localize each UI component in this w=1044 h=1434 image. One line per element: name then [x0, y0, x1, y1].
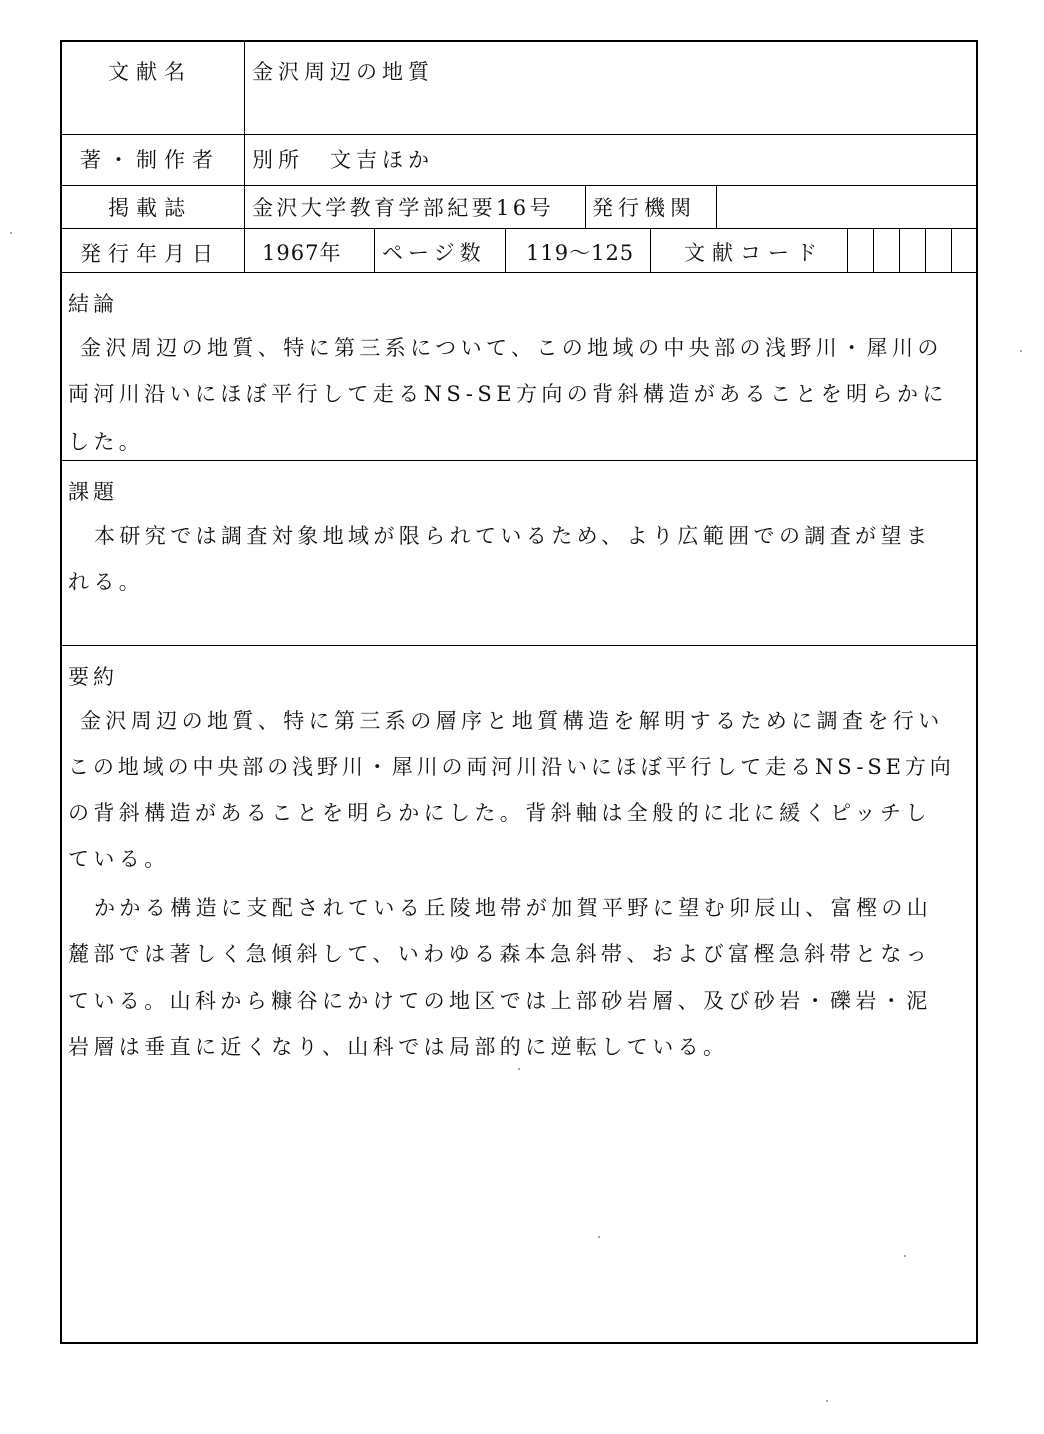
- summary-line: ている。: [68, 847, 170, 871]
- code-box-divider: [951, 228, 952, 272]
- author-label: 著・制作者: [80, 148, 220, 172]
- scan-speck: [904, 1255, 906, 1257]
- summary-line: 麓部では著しく急傾斜して、いわゆる森本急斜帯、および富樫急斜帯となっ: [68, 942, 932, 966]
- code-box-divider: [899, 228, 900, 272]
- title-label: 文献名: [108, 60, 192, 84]
- abstract-form: [60, 40, 978, 1344]
- title-value: 金沢周辺の地質: [252, 60, 434, 84]
- summary-line: ている。山科から糠谷にかけての地区では上部砂岩層、及び砂岩・礫岩・泥: [68, 989, 932, 1013]
- code-box-divider: [847, 228, 848, 272]
- issues-line: れる。: [68, 570, 145, 594]
- author-value: 別所 文吉ほか: [252, 148, 434, 172]
- conclusion-line: した。: [68, 430, 145, 454]
- scan-speck: [598, 1236, 600, 1238]
- summary-line: かかる構造に支配されている丘陵地帯が加賀平野に望む卯辰山、富樫の山: [94, 896, 933, 920]
- journal-label: 掲載誌: [108, 196, 192, 220]
- row-divider: [62, 134, 976, 135]
- journal-divider: [585, 185, 586, 228]
- pages-divider: [505, 228, 506, 272]
- publisher-label: 発行機関: [592, 196, 696, 220]
- summary-line: 金沢周辺の地質、特に第三系の層序と地質構造を解明するために調査を行い: [80, 709, 944, 733]
- row-divider: [62, 228, 976, 229]
- section-divider: [62, 460, 976, 461]
- pages-label: ページ数: [382, 241, 486, 265]
- date-label: 発行年月日: [80, 242, 220, 266]
- conclusion-line: 両河川沿いにほぼ平行して走るNS-SE方向の背斜構造があることを明らかに: [68, 382, 948, 406]
- pages-value-divider: [650, 228, 651, 272]
- conclusion-line: 金沢周辺の地質、特に第三系について、この地域の中央部の浅野川・犀川の: [80, 336, 943, 360]
- summary-line: 岩層は垂直に近くなり、山科では局部的に逆転している。: [68, 1035, 729, 1059]
- code-label: 文献コード: [684, 241, 824, 265]
- scan-speck: [826, 1400, 828, 1402]
- summary-heading: 要約: [68, 665, 118, 689]
- conclusion-heading: 結論: [68, 292, 118, 316]
- summary-line: この地域の中央部の浅野川・犀川の両河川沿いにほぼ平行して走るNS-SE方向: [68, 755, 955, 779]
- pages-value: 119～125: [526, 241, 635, 265]
- journal-value: 金沢大学教育学部紀要16号: [252, 196, 554, 220]
- row-divider: [62, 185, 976, 186]
- date-divider: [374, 228, 375, 272]
- scan-speck: [1020, 350, 1022, 352]
- date-value: 1967年: [262, 241, 342, 265]
- label-column-divider: [244, 42, 245, 272]
- section-divider: [62, 645, 976, 646]
- code-box-divider: [873, 228, 874, 272]
- code-box-divider: [925, 228, 926, 272]
- issues-line: 本研究では調査対象地域が限られているため、より広範囲での調査が望ま: [94, 524, 932, 548]
- scan-speck: [518, 1068, 520, 1070]
- summary-line: の背斜構造があることを明らかにした。背斜軸は全般的に北に緩くピッチし: [68, 801, 931, 825]
- row-divider: [62, 272, 976, 273]
- publisher-divider: [716, 185, 717, 228]
- scan-speck: [10, 232, 12, 234]
- issues-heading: 課題: [68, 480, 118, 504]
